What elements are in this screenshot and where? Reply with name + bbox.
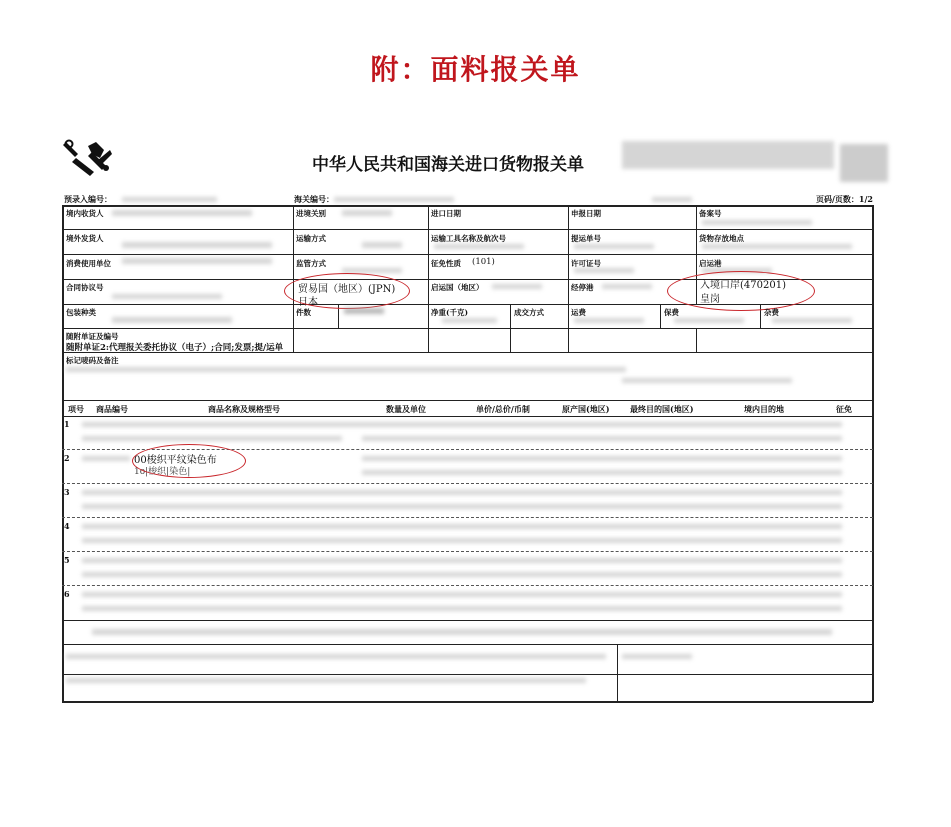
label-transport-name: 运输工具名称及航次号 (431, 234, 506, 243)
redacted-value (622, 378, 792, 383)
label-origin-country: 启运国（地区） (431, 283, 484, 292)
row2-goods-spec: 1o|梭织|染色| (134, 467, 191, 477)
label-net-weight: 净重(千克) (431, 308, 469, 317)
redacted-footer (66, 654, 606, 659)
label-departure-port: 启运港 (699, 259, 722, 268)
label-entry-customs: 进境关别 (296, 209, 326, 218)
redacted-stamp (840, 144, 888, 182)
redacted-row (362, 436, 842, 441)
redacted-value (112, 317, 232, 323)
exemption-code: (101) (472, 257, 495, 267)
redacted-row (362, 456, 842, 461)
label-entry-port: 入境口岸 (700, 280, 740, 291)
redacted-value (602, 284, 652, 289)
label-exemption-nature: 征免性质 (431, 259, 461, 268)
col-domestic-dest: 境内目的地 (744, 404, 784, 414)
redacted-row (82, 538, 842, 543)
col-goods-code: 商品编号 (96, 404, 128, 414)
row-number: 3 (64, 487, 70, 497)
redacted-value (442, 318, 497, 323)
redacted-value (122, 197, 217, 202)
redacted-row (82, 606, 842, 611)
label-consumer-unit: 消费使用单位 (66, 259, 111, 268)
redacted-footer (622, 654, 692, 659)
redacted-value (702, 220, 812, 225)
attached-docs-value: 随附单证2:代理报关委托协议（电子）;合同;发票;提/运单 (66, 343, 284, 353)
col-exemption: 征免 (836, 404, 852, 414)
redacted-row (82, 592, 842, 597)
label-pieces: 件数 (296, 308, 311, 317)
col-quantity: 数量及单位 (386, 404, 426, 414)
label-filing-no: 备案号 (699, 209, 722, 218)
row-number: 6 (64, 589, 70, 599)
row-number: 1 (64, 419, 70, 429)
redacted-value (66, 367, 626, 372)
row-number: 2 (64, 453, 70, 463)
redacted-barcode (622, 141, 834, 169)
redacted-row (82, 456, 130, 461)
redacted-value (574, 268, 634, 273)
redacted-row (362, 470, 842, 475)
redacted-row (82, 524, 842, 529)
label-trade-country: 贸易国（地区） (298, 284, 368, 295)
label-transit-port: 经停港 (571, 283, 594, 292)
customs-emblem-icon (62, 138, 114, 178)
col-goods-name: 商品名称及规格型号 (208, 404, 280, 414)
redacted-row (82, 436, 342, 441)
customs-declaration-form (62, 138, 874, 703)
customs-number-label: 海关编号： (294, 194, 334, 204)
label-attached-docs: 随附单证及编号 (66, 332, 119, 341)
trade-country-value: 日本 (298, 297, 318, 308)
col-destination: 最终目的国(地区) (630, 404, 694, 414)
redacted-value (434, 244, 524, 249)
col-price: 单价/总价/币制 (476, 404, 530, 414)
redacted-value (362, 242, 402, 248)
entry-port-code: (470201) (740, 280, 786, 291)
redacted-value (772, 318, 852, 323)
redacted-value (652, 197, 692, 202)
label-insurance: 保费 (664, 308, 679, 317)
row-number: 5 (64, 555, 70, 565)
label-import-date: 进口日期 (431, 209, 461, 218)
label-domestic-consignee: 境内收货人 (66, 209, 104, 218)
label-contract-no: 合同协议号 (66, 283, 104, 292)
redacted-value (702, 244, 852, 249)
annotation-circle-trade-country (284, 273, 410, 309)
redacted-value (674, 318, 744, 323)
redacted-value (344, 308, 384, 314)
col-item-no: 项号 (68, 404, 84, 414)
redacted-row (82, 558, 842, 563)
trade-country-code: (JPN) (368, 284, 396, 295)
label-overseas-consignor: 境外发货人 (66, 234, 104, 243)
redacted-footer (92, 629, 832, 635)
label-package-type: 包装种类 (66, 308, 96, 317)
label-supervision-mode: 监管方式 (296, 259, 326, 268)
label-marks: 标记唛码及备注 (66, 356, 119, 365)
label-freight: 运费 (571, 308, 586, 317)
redacted-value (112, 210, 252, 216)
label-bill-no: 提运单号 (571, 234, 601, 243)
label-license-no: 许可证号 (571, 259, 601, 268)
label-transaction-mode: 成交方式 (514, 308, 544, 317)
label-misc-fee: 杂费 (764, 308, 779, 317)
redacted-value (574, 318, 644, 323)
row2-goods-name: 00梭织平纹染色布 (134, 455, 217, 466)
label-storage-place: 货物存放地点 (699, 234, 744, 243)
annotation-circle-entry-port (667, 271, 815, 311)
label-declare-date: 申报日期 (571, 209, 601, 218)
pre-entry-number-label: 预录入编号： (64, 194, 112, 204)
page-title: 附：面料报关单 (370, 53, 581, 86)
entry-port-value: 皇岗 (700, 294, 720, 305)
redacted-value (112, 294, 222, 299)
redacted-row (82, 572, 842, 577)
redacted-value (122, 258, 272, 264)
label-transport-mode: 运输方式 (296, 234, 326, 243)
redacted-footer (66, 678, 586, 683)
col-origin: 原产国(地区) (562, 404, 610, 414)
redacted-row (82, 504, 842, 509)
page-number-label: 页码/页数：1/2 (816, 194, 873, 204)
redacted-value (574, 244, 654, 249)
redacted-row (82, 422, 842, 427)
row-number: 4 (64, 521, 70, 531)
redacted-value (342, 210, 392, 216)
redacted-row (82, 490, 842, 495)
redacted-value (334, 197, 454, 202)
form-title: 中华人民共和国海关进口货物报关单 (312, 155, 584, 175)
redacted-value (492, 284, 542, 289)
redacted-value (122, 242, 272, 248)
annotation-circle-goods-name (132, 444, 246, 478)
